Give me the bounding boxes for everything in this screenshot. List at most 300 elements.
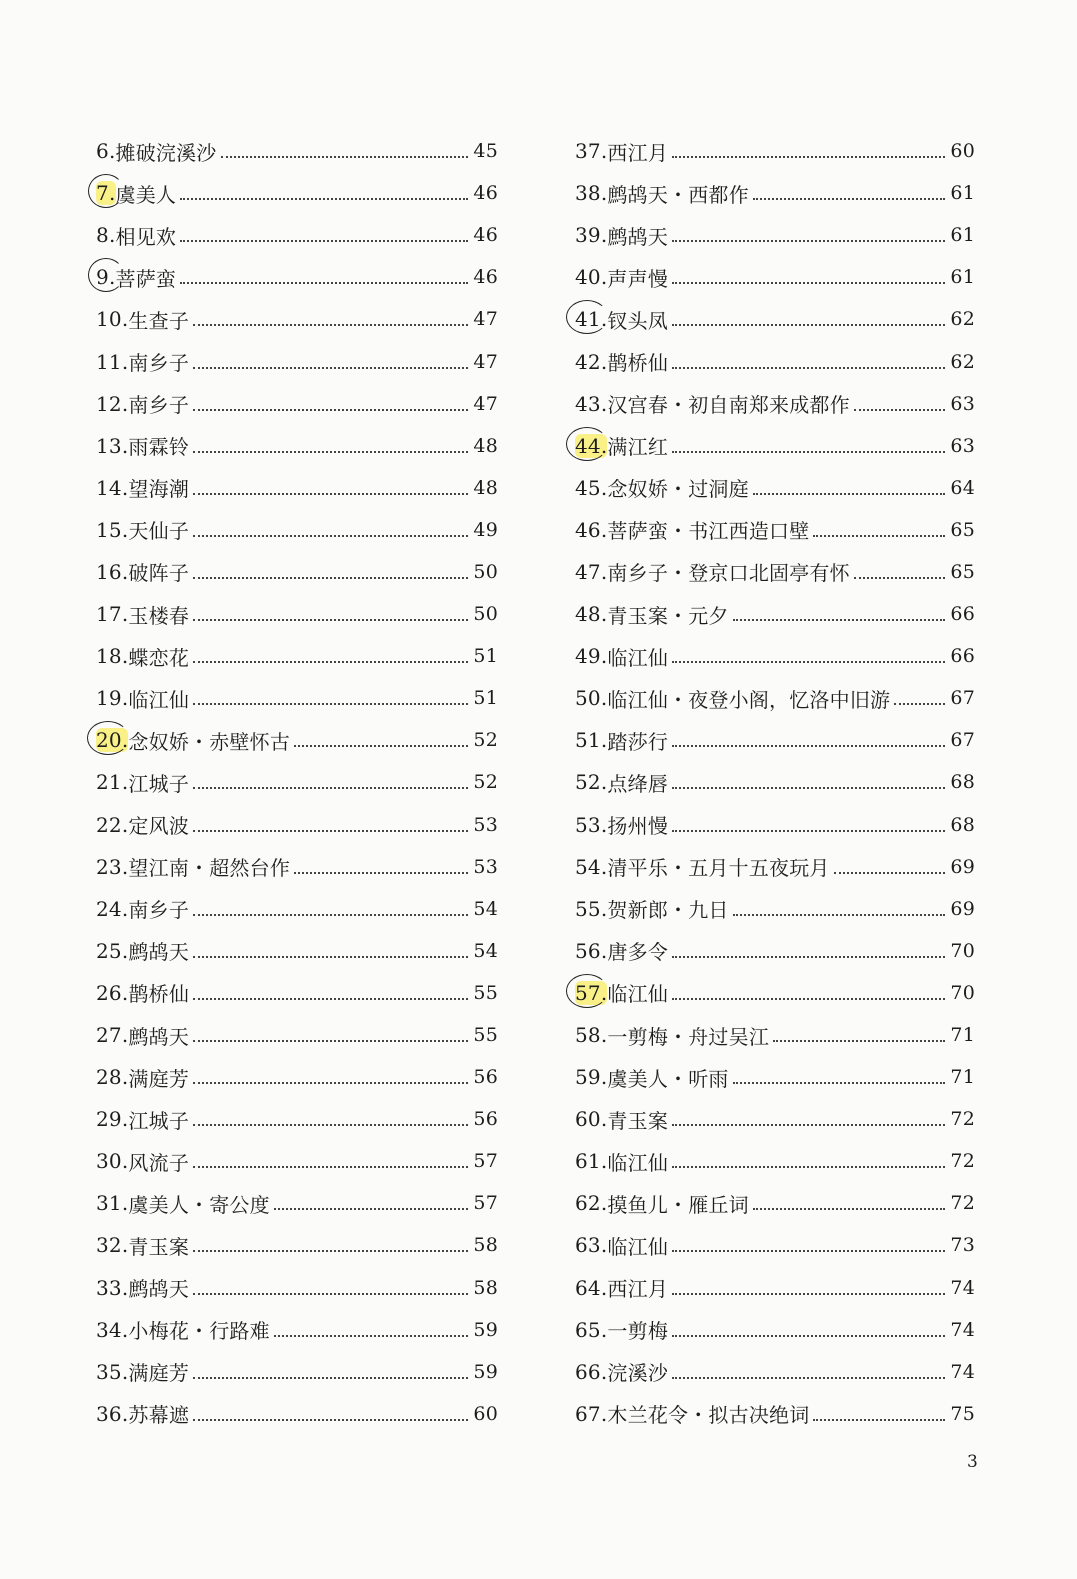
dot-leader — [672, 1124, 945, 1126]
dot-leader — [672, 787, 945, 789]
entry-title: 点绛唇 — [607, 771, 669, 796]
entry-page-number: 62 — [950, 350, 975, 373]
dot-leader — [193, 1124, 468, 1126]
entry-page-number: 56 — [473, 1066, 498, 1089]
entry-number: 23 . — [96, 855, 128, 879]
entry-title: 风流子 — [128, 1150, 190, 1175]
entry-title: 玉楼春 — [128, 603, 190, 628]
entry-page-number: 68 — [950, 813, 975, 836]
entry-number: 52 . — [575, 770, 607, 794]
entry-page-number: 47 — [473, 308, 498, 331]
entry-title: 菩萨蛮・书江西造口壁 — [607, 519, 810, 544]
entry-number: 7 . — [96, 181, 116, 205]
entry-number: 38 . — [575, 181, 607, 205]
entry-number: 48 . — [575, 602, 607, 626]
dot-leader — [672, 451, 945, 453]
dot-leader — [672, 282, 945, 284]
toc-entry[interactable] — [96, 930, 498, 972]
entry-title: 满庭芳 — [128, 1361, 190, 1386]
dot-leader — [854, 409, 945, 411]
dot-leader — [193, 577, 468, 579]
dot-leader — [733, 914, 945, 916]
toc-entry[interactable] — [575, 1267, 975, 1309]
entry-title: 小梅花・行路难 — [128, 1319, 270, 1344]
dot-leader — [672, 324, 945, 326]
entry-number: 39 . — [575, 223, 607, 247]
entry-number: 27 . — [96, 1023, 128, 1047]
entry-page-number: 61 — [950, 224, 975, 247]
toc-entry[interactable] — [96, 383, 498, 425]
entry-page-number: 50 — [473, 560, 498, 583]
entry-number: 41 . — [575, 307, 607, 331]
entry-number: 19 . — [96, 686, 128, 710]
entry-title: 定风波 — [128, 814, 190, 839]
toc-entry[interactable] — [575, 1393, 975, 1435]
entry-number: 47 . — [575, 560, 607, 584]
entry-number: 57 . — [575, 981, 607, 1005]
entry-number: 55 . — [575, 897, 607, 921]
dot-leader — [193, 493, 468, 495]
entry-page-number: 55 — [473, 981, 498, 1004]
entry-page-number: 58 — [473, 1276, 498, 1299]
toc-entry[interactable] — [96, 761, 498, 803]
entry-number: 31 . — [96, 1191, 128, 1215]
entry-number: 40 . — [575, 265, 607, 289]
toc-entry[interactable] — [96, 214, 498, 256]
toc-entry[interactable] — [96, 1393, 498, 1435]
dot-leader — [193, 1419, 468, 1421]
pen-circle-mark — [566, 300, 608, 334]
entry-page-number: 70 — [950, 939, 975, 962]
entry-page-number: 59 — [473, 1360, 498, 1383]
entry-number: 11 . — [96, 350, 128, 374]
pen-circle-mark — [566, 974, 608, 1008]
entry-number: 6 . — [96, 139, 116, 163]
entry-page-number: 64 — [950, 476, 975, 499]
dot-leader — [753, 198, 945, 200]
entry-title: 踏莎行 — [607, 729, 669, 754]
toc-entry[interactable] — [96, 298, 498, 340]
entry-title: 摊破浣溪沙 — [115, 140, 217, 165]
entry-title: 临江仙 — [607, 645, 669, 670]
entry-number: 22 . — [96, 813, 128, 837]
entry-page-number: 74 — [950, 1360, 975, 1383]
dot-leader — [193, 367, 468, 369]
entry-title: 鹊桥仙 — [128, 982, 190, 1007]
toc-entry[interactable] — [575, 635, 975, 677]
toc-entry[interactable] — [575, 1182, 975, 1224]
entry-title: 鹊桥仙 — [607, 351, 669, 376]
toc-entry[interactable] — [575, 425, 975, 467]
entry-page-number: 70 — [950, 981, 975, 1004]
entry-title: 鹧鸪天・西都作 — [607, 182, 749, 207]
entry-title: 声声慢 — [607, 266, 669, 291]
toc-entry[interactable] — [96, 172, 498, 214]
toc-entry[interactable] — [96, 1267, 498, 1309]
entry-number: 44 . — [575, 434, 607, 458]
entry-title: 南乡子 — [128, 393, 190, 418]
entry-title: 鹧鸪天 — [128, 940, 190, 965]
toc-entry[interactable] — [575, 677, 975, 719]
toc-entry[interactable] — [575, 1014, 975, 1056]
entry-number: 54 . — [575, 855, 607, 879]
entry-number: 17 . — [96, 602, 128, 626]
entry-number: 36 . — [96, 1402, 128, 1426]
dot-leader — [672, 156, 945, 158]
dot-leader — [733, 1082, 945, 1084]
dot-leader — [672, 1166, 945, 1168]
entry-title: 南乡子・登京口北固亭有怀 — [607, 561, 850, 586]
toc-entry[interactable] — [96, 1182, 498, 1224]
toc-entry[interactable] — [575, 930, 975, 972]
toc-entry[interactable] — [575, 972, 975, 1014]
entry-title: 临江仙 — [607, 1150, 669, 1175]
toc-entry[interactable] — [96, 1351, 498, 1393]
entry-page-number: 52 — [473, 729, 498, 752]
toc-entry[interactable] — [96, 1309, 498, 1351]
entry-title: 天仙子 — [128, 519, 190, 544]
entry-page-number: 47 — [473, 350, 498, 373]
toc-entry[interactable] — [575, 383, 975, 425]
entry-number: 21 . — [96, 770, 128, 794]
toc-entry[interactable] — [96, 130, 498, 172]
entry-page-number: 71 — [950, 1024, 975, 1047]
dot-leader — [193, 956, 468, 958]
entry-page-number: 74 — [950, 1276, 975, 1299]
toc-entry[interactable] — [575, 1056, 975, 1098]
entry-number: 14 . — [96, 476, 128, 500]
entry-number: 61 . — [575, 1149, 607, 1173]
entry-title: 念奴娇・赤壁怀古 — [128, 729, 291, 754]
dot-leader — [672, 1250, 945, 1252]
entry-number: 32 . — [96, 1233, 128, 1257]
entry-title: 江城子 — [128, 1108, 190, 1133]
toc-entry[interactable] — [96, 1140, 498, 1182]
dot-leader — [753, 493, 945, 495]
entry-page-number: 51 — [473, 687, 498, 710]
entry-title: 西江月 — [607, 140, 669, 165]
entry-title: 摸鱼儿・雁丘词 — [607, 1192, 749, 1217]
entry-number: 8 . — [96, 223, 116, 247]
entry-title: 青玉案 — [128, 1234, 190, 1259]
entry-page-number: 60 — [950, 140, 975, 163]
entry-number: 25 . — [96, 939, 128, 963]
entry-page-number: 55 — [473, 1024, 498, 1047]
toc-column-right — [575, 130, 975, 1435]
entry-page-number: 68 — [950, 771, 975, 794]
entry-title: 破阵子 — [128, 561, 190, 586]
entry-page-number: 52 — [473, 771, 498, 794]
entry-page-number: 53 — [473, 855, 498, 878]
entry-number: 15 . — [96, 518, 128, 542]
entry-number: 65 . — [575, 1318, 607, 1342]
dot-leader — [813, 535, 945, 537]
entry-page-number: 46 — [473, 224, 498, 247]
entry-page-number: 51 — [473, 645, 498, 668]
toc-entry[interactable] — [96, 1014, 498, 1056]
toc-entry[interactable] — [575, 761, 975, 803]
entry-number: 60 . — [575, 1107, 607, 1131]
entry-page-number: 72 — [950, 1150, 975, 1173]
entry-page-number: 60 — [473, 1402, 498, 1425]
toc-entry[interactable] — [575, 846, 975, 888]
dot-leader — [180, 282, 468, 284]
entry-page-number: 48 — [473, 476, 498, 499]
entry-page-number: 65 — [950, 560, 975, 583]
entry-page-number: 69 — [950, 855, 975, 878]
toc-entry[interactable] — [575, 1309, 975, 1351]
entry-number: 64 . — [575, 1276, 607, 1300]
toc-entry[interactable] — [575, 1140, 975, 1182]
dot-leader — [193, 998, 468, 1000]
dot-leader — [193, 830, 468, 832]
toc-entry[interactable] — [96, 509, 498, 551]
entry-number: 29 . — [96, 1107, 128, 1131]
dot-leader — [672, 956, 945, 958]
entry-title: 清平乐・五月十五夜玩月 — [607, 856, 830, 881]
dot-leader — [813, 1419, 945, 1421]
toc-entry[interactable] — [575, 888, 975, 930]
dot-leader — [193, 409, 468, 411]
toc-entry[interactable] — [96, 340, 498, 382]
toc-entry[interactable] — [96, 677, 498, 719]
entry-title: 蝶恋花 — [128, 645, 190, 670]
entry-number: 53 . — [575, 813, 607, 837]
dot-leader — [294, 872, 468, 874]
entry-number: 10 . — [96, 307, 128, 331]
entry-title: 临江仙 — [607, 1234, 669, 1259]
toc-entry[interactable] — [96, 425, 498, 467]
entry-title: 一剪梅・舟过吴江 — [607, 1024, 770, 1049]
dot-leader — [894, 703, 945, 705]
entry-page-number: 63 — [950, 392, 975, 415]
toc-entry[interactable] — [575, 804, 975, 846]
entry-page-number: 54 — [473, 939, 498, 962]
toc-entry[interactable] — [96, 804, 498, 846]
dot-leader — [672, 367, 945, 369]
dot-leader — [193, 451, 468, 453]
toc-entry[interactable] — [575, 467, 975, 509]
toc-entry[interactable] — [96, 593, 498, 635]
toc-entry[interactable] — [575, 719, 975, 761]
entry-page-number: 46 — [473, 266, 498, 289]
entry-title: 青玉案・元夕 — [607, 603, 729, 628]
entry-title: 西江月 — [607, 1277, 669, 1302]
dot-leader — [672, 1293, 945, 1295]
entry-number: 24 . — [96, 897, 128, 921]
entry-page-number: 45 — [473, 140, 498, 163]
entry-title: 唐多令 — [607, 940, 669, 965]
toc-entry[interactable] — [96, 1056, 498, 1098]
entry-title: 江城子 — [128, 771, 190, 796]
entry-number: 58 . — [575, 1023, 607, 1047]
entry-number: 67 . — [575, 1402, 607, 1426]
entry-page-number: 63 — [950, 434, 975, 457]
entry-title: 钗头凤 — [607, 308, 669, 333]
entry-title: 临江仙・夜登小阁，忆洛中旧游 — [607, 687, 891, 712]
dot-leader — [193, 1040, 468, 1042]
entry-title: 鹧鸪天 — [128, 1277, 190, 1302]
entry-title: 青玉案 — [607, 1108, 669, 1133]
entry-page-number: 74 — [950, 1318, 975, 1341]
dot-leader — [193, 914, 468, 916]
entry-number: 37 . — [575, 139, 607, 163]
entry-number: 35 . — [96, 1360, 128, 1384]
toc-entry[interactable] — [96, 467, 498, 509]
toc-entry[interactable] — [575, 256, 975, 298]
entry-number: 66 . — [575, 1360, 607, 1384]
toc-entry[interactable] — [96, 635, 498, 677]
entry-title: 生查子 — [128, 308, 190, 333]
entry-page-number: 62 — [950, 308, 975, 331]
entry-number: 33 . — [96, 1276, 128, 1300]
dot-leader — [773, 1040, 945, 1042]
entry-title: 木兰花令・拟古决绝词 — [607, 1403, 810, 1428]
entry-page-number: 66 — [950, 603, 975, 626]
entry-page-number: 56 — [473, 1108, 498, 1131]
toc-entry[interactable] — [575, 593, 975, 635]
entry-page-number: 54 — [473, 897, 498, 920]
toc-entry[interactable] — [96, 1098, 498, 1140]
entry-title: 南乡子 — [128, 351, 190, 376]
entry-number: 56 . — [575, 939, 607, 963]
dot-leader — [193, 787, 468, 789]
entry-number: 43 . — [575, 392, 607, 416]
dot-leader — [193, 1082, 468, 1084]
entry-number: 51 . — [575, 728, 607, 752]
entry-page-number: 72 — [950, 1192, 975, 1215]
toc-entry[interactable] — [575, 340, 975, 382]
entry-page-number: 65 — [950, 518, 975, 541]
entry-page-number: 58 — [473, 1234, 498, 1257]
entry-page-number: 67 — [950, 729, 975, 752]
dot-leader — [672, 1335, 945, 1337]
entry-title: 贺新郎・九日 — [607, 898, 729, 923]
page-number: 3 — [967, 1452, 978, 1472]
entry-number: 49 . — [575, 644, 607, 668]
dot-leader — [753, 1208, 945, 1210]
entry-title: 汉宫春・初自南郑来成都作 — [607, 393, 850, 418]
toc-entry[interactable] — [575, 130, 975, 172]
toc-entry[interactable] — [575, 298, 975, 340]
dot-leader — [672, 998, 945, 1000]
entry-page-number: 57 — [473, 1150, 498, 1173]
entry-title: 一剪梅 — [607, 1319, 669, 1344]
dot-leader — [274, 1208, 468, 1210]
entry-title: 临江仙 — [128, 687, 190, 712]
dot-leader — [672, 1377, 945, 1379]
toc-entry[interactable] — [96, 719, 498, 761]
entry-page-number: 66 — [950, 645, 975, 668]
entry-page-number: 53 — [473, 813, 498, 836]
entry-page-number: 46 — [473, 182, 498, 205]
entry-title: 念奴娇・过洞庭 — [607, 477, 749, 502]
entry-page-number: 49 — [473, 518, 498, 541]
entry-title: 虞美人 — [115, 182, 177, 207]
entry-number: 42 . — [575, 350, 607, 374]
entry-title: 菩萨蛮 — [115, 266, 177, 291]
toc-entry[interactable] — [96, 551, 498, 593]
entry-page-number: 75 — [950, 1402, 975, 1425]
entry-title: 浣溪沙 — [607, 1361, 669, 1386]
entry-page-number: 57 — [473, 1192, 498, 1215]
entry-number: 28 . — [96, 1065, 128, 1089]
entry-number: 13 . — [96, 434, 128, 458]
toc-entry[interactable] — [575, 214, 975, 256]
entry-title: 望江南・超然台作 — [128, 856, 291, 881]
entry-number: 45 . — [575, 476, 607, 500]
dot-leader — [672, 240, 945, 242]
toc-entry[interactable] — [575, 1351, 975, 1393]
entry-title: 鹧鸪天 — [607, 224, 669, 249]
entry-number: 30 . — [96, 1149, 128, 1173]
entry-number: 16 . — [96, 560, 128, 584]
dot-leader — [193, 324, 468, 326]
entry-number: 46 . — [575, 518, 607, 542]
pen-circle-mark — [87, 721, 129, 755]
dot-leader — [193, 1250, 468, 1252]
dot-leader — [672, 745, 945, 747]
dot-leader — [193, 619, 468, 621]
entry-number: 59 . — [575, 1065, 607, 1089]
dot-leader — [221, 156, 469, 158]
pen-circle-mark — [566, 427, 608, 461]
entry-page-number: 69 — [950, 897, 975, 920]
entry-page-number: 48 — [473, 434, 498, 457]
entry-number: 63 . — [575, 1233, 607, 1257]
toc-entry[interactable] — [575, 1224, 975, 1266]
entry-page-number: 61 — [950, 266, 975, 289]
entry-title: 扬州慢 — [607, 814, 669, 839]
entry-page-number: 61 — [950, 182, 975, 205]
toc-entry[interactable] — [575, 1098, 975, 1140]
toc-entry[interactable] — [575, 551, 975, 593]
entry-page-number: 47 — [473, 392, 498, 415]
dot-leader — [294, 745, 468, 747]
dot-leader — [733, 619, 945, 621]
entry-page-number: 73 — [950, 1234, 975, 1257]
entry-title: 满江红 — [607, 435, 669, 460]
entry-title: 虞美人・寄公度 — [128, 1192, 270, 1217]
entry-number: 62 . — [575, 1191, 607, 1215]
toc-entry[interactable] — [96, 256, 498, 298]
dot-leader — [180, 240, 468, 242]
toc-entry[interactable] — [575, 172, 975, 214]
entry-title: 望海潮 — [128, 477, 190, 502]
entry-page-number: 50 — [473, 603, 498, 626]
dot-leader — [854, 577, 945, 579]
entry-number: 18 . — [96, 644, 128, 668]
toc-entry[interactable] — [96, 846, 498, 888]
entry-page-number: 71 — [950, 1066, 975, 1089]
dot-leader — [274, 1335, 468, 1337]
dot-leader — [672, 830, 945, 832]
entry-title: 苏幕遮 — [128, 1403, 190, 1428]
dot-leader — [834, 872, 945, 874]
entry-title: 鹧鸪天 — [128, 1024, 190, 1049]
entry-number: 50 . — [575, 686, 607, 710]
entry-title: 相见欢 — [115, 224, 177, 249]
entry-number: 9 . — [96, 265, 116, 289]
entry-number: 20 . — [96, 728, 128, 752]
entry-page-number: 72 — [950, 1108, 975, 1131]
entry-title: 临江仙 — [607, 982, 669, 1007]
dot-leader — [193, 1293, 468, 1295]
toc-entry[interactable] — [96, 1224, 498, 1266]
toc-entry[interactable] — [96, 888, 498, 930]
toc-entry[interactable] — [96, 972, 498, 1014]
toc-entry[interactable] — [575, 509, 975, 551]
